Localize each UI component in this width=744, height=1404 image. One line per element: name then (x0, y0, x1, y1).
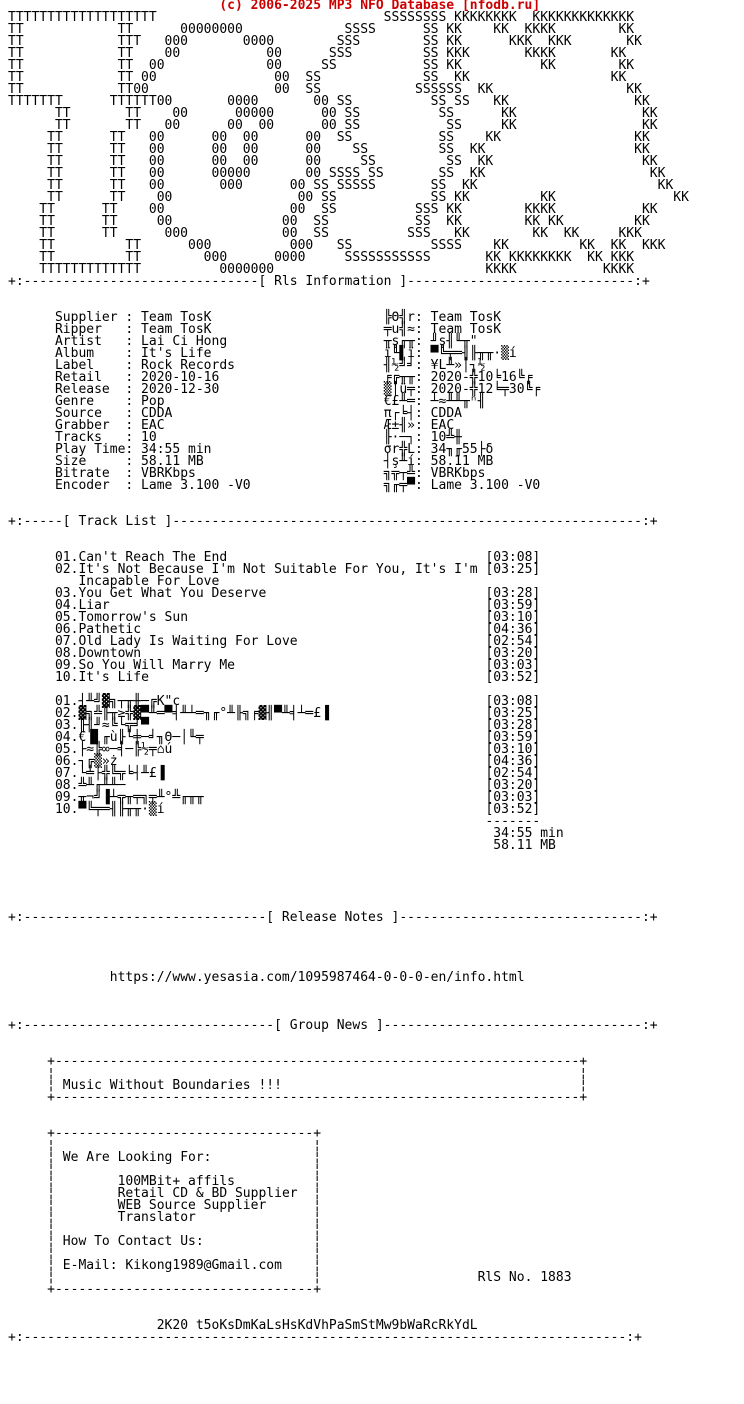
recruit-box-blank: ¦ ¦ (8, 1162, 322, 1177)
logo-art-row: TT TT 000 000 SS SSSS KK KK KK KKK (8, 238, 666, 253)
track-title: Tomorrow's Sun (78, 610, 486, 625)
nfo-text (8, 0, 689, 1344)
logo-art-row: TTTTTTTTTTTTT 0000000 KKKK KKKK (8, 262, 635, 277)
release-number: RlS No. 1883 (477, 1270, 572, 1285)
info-left: Source : CDDA (54, 406, 384, 421)
track-time: [02:54] (485, 634, 541, 649)
total-rule: ------- (485, 814, 541, 829)
track-title: ▀╚╤═╢╟╥╥·▒í (78, 802, 486, 817)
track-number: 04. (54, 730, 79, 745)
track-title: ╩╨╓╨╨─ (78, 778, 486, 793)
track-time: [03:03] (485, 658, 541, 673)
looking-item: Retail CD & BD Supplier (117, 1186, 314, 1201)
looking-item: WEB Source Supplier (117, 1198, 314, 1213)
logo-art-row: TT TT 00 00 SS SS KK KK (8, 70, 627, 85)
track-title: ├≈╠∞─╡─╠½╤⌂ú (78, 742, 486, 757)
info-left: Tracks : 10 (54, 430, 384, 445)
total-time: 34:55 min (493, 826, 564, 841)
recruit-box-bottom: +---------------------------------+ (8, 1282, 322, 1297)
info-left: Genre : Pop (54, 394, 384, 409)
logo-art-row: TT TT 00 00 00 00 SS SS KK KK (8, 130, 650, 145)
track-title: It's Not Because I'm Not Suitable For You, It's I'm (78, 562, 486, 577)
info-left: Grabber : EAC (54, 418, 384, 433)
logo-art-row: TT TT 00 00 00 00 SS SS KK KK (8, 118, 658, 133)
track-time: [03:08] (485, 694, 541, 709)
logo-art-row: TT TT 00 00000 00 SSSS SS SS KK KK (8, 166, 666, 181)
blank-line (8, 1032, 689, 1044)
recruit-box-blank: ¦ ¦ (8, 1138, 322, 1153)
signature: 2K20 t5oKsDmKaLsHsKdVhPaSmStMw9bWaRcRkYdL (156, 1318, 478, 1333)
track-title: Liar (78, 598, 486, 613)
contact-email: E-Mail: Kikong1989@Gmail.com (62, 1258, 314, 1273)
motto-box-blank: ¦ ¦ (8, 1066, 588, 1081)
track-number: 06. (54, 754, 79, 769)
track-number: 03. (54, 586, 79, 601)
logo-art-row: TT TT 00 00 SS SSS KK KKKK KK (8, 202, 658, 217)
track-time: [04:36] (485, 622, 541, 637)
email-row: ¦ E-Mail: Kikong1989@Gmail.com ¦ (8, 1258, 322, 1273)
motto-box-top: +-------------------------------------------------------------------+ (8, 1054, 588, 1069)
blank-line (8, 492, 689, 504)
total-size: 58.11 MB (493, 838, 556, 853)
logo-art-row: TT TT 00 00 SSS SS KKK KKKK KK (8, 46, 627, 61)
track-time: [03:20] (485, 778, 541, 793)
blank-line (8, 948, 689, 960)
logo-art-row: TT TT 00 000 00 SS SSSSS SS KK KK (8, 178, 674, 193)
track-time: [03:52] (485, 670, 541, 685)
looking-item: Translator (117, 1210, 314, 1225)
track-title-continued: Incapable For Love (78, 574, 220, 589)
info-left: Bitrate : VBRKbps (54, 466, 384, 481)
blank-line (8, 888, 689, 900)
track-number: 10. (54, 802, 79, 817)
track-number: 09. (54, 658, 79, 673)
track-number: 05. (54, 610, 79, 625)
info-right: ï╙▌ï: ▀╚╤═╢╟╥╥·▒í (383, 346, 517, 361)
info-left: Retail : 2020-10-16 (54, 370, 384, 385)
track-time: [03:20] (485, 646, 541, 661)
track-title: Old Lady Is Waiting For Love (78, 634, 486, 649)
track-number: 02. (54, 706, 79, 721)
logo-art-row: TT TT00 00 SS SSSSSS KK KK (8, 82, 642, 97)
group-motto: Music Without Boundaries !!! (62, 1078, 580, 1093)
info-row (8, 480, 689, 492)
blank-line (8, 936, 689, 948)
logo-art-row: TT TT 000 00 SS SSS KK KK KK KKK (8, 226, 642, 241)
info-left: Release : 2020-12-30 (54, 382, 384, 397)
track-time: [03:25] (485, 706, 541, 721)
section-group-news: +:--------------------------------[ Group News ]---------------------------------:+ (8, 1018, 658, 1033)
track-title: It's Life (78, 670, 486, 685)
track-time: [03:03] (485, 790, 541, 805)
total-size-row (8, 840, 689, 852)
info-left: Size : 58.11 MB (54, 454, 384, 469)
recruit-item-row: ¦ WEB Source Supplier ¦ (8, 1198, 322, 1213)
blank-line (8, 852, 689, 864)
info-right: ╥ş╓╥: ╜ş╢╙╥" (383, 334, 478, 349)
rls-no-row: ¦ ¦ RlS No. 1883 (8, 1270, 572, 1285)
info-right: ╠Θ╣r: Team TosK (383, 310, 502, 325)
info-right: ┤ş╨í: 58.11 MB (383, 454, 494, 469)
logo-art-row: TT TTT 000 0000 SSS SS KK KKK KKK KK (8, 34, 642, 49)
blank-line (8, 876, 689, 888)
info-right: ╒╔╥╥: 2020-╬10╘16╚╒ (383, 370, 533, 385)
recruit-item-row: ¦ 100MBit+ affils ¦ (8, 1174, 322, 1189)
track-title: Downtown (78, 646, 486, 661)
recruit-box-blank: ¦ ¦ (8, 1246, 322, 1261)
track-time: [03:52] (485, 802, 541, 817)
logo-art-row: TT TT 00 00 SS SS KK KK KK KK (8, 214, 650, 229)
track-number: 07. (54, 766, 79, 781)
track-time: [03:08] (485, 550, 541, 565)
track-number: 01. (54, 550, 79, 565)
notes-url-row (8, 972, 689, 984)
track-time: [03:59] (485, 598, 541, 613)
blank-line (8, 528, 689, 540)
logo-art-row: TTTTTTTTTTTTTTTTTTT SSSSSSSS KKKKKKKK KKKKKKKKKKKKK (8, 10, 635, 25)
track-number: 10. (54, 670, 79, 685)
info-right: ╢½╝╛: ¥L╨»│┐½ (383, 358, 486, 373)
track-number: 08. (54, 646, 79, 661)
looking-item: 100MBit+ affils (117, 1174, 314, 1189)
logo-art-row: TT TT 00000000 SSSS SS KK KK KKKK KK (8, 22, 635, 37)
track-number: 09. (54, 790, 79, 805)
track-number: 02. (54, 562, 79, 577)
blank-line (8, 1104, 689, 1116)
track-title: Pathetic (78, 622, 486, 637)
track-title: └╧├╬╚╦╘┤╨£▐ (78, 766, 486, 781)
logo-art-row: TT TT 00 00000 00 SS SS KK KK (8, 106, 658, 121)
motto-box-bottom: +-------------------------------------------------------------------+ (8, 1090, 588, 1105)
info-left: Encoder : Lame 3.100 -V0 (54, 478, 384, 493)
track-title: ┐╔▒»ż (78, 754, 486, 769)
section-rls-information: +:------------------------------[ Rls Information ]-----------------------------:+ (8, 274, 650, 289)
track-number: 03. (54, 718, 79, 733)
info-right: ╗╓╤▀: Lame 3.100 -V0 (383, 478, 541, 493)
track-title: So You Will Marry Me (78, 658, 486, 673)
blank-line (8, 984, 689, 996)
recruit-box-top: +---------------------------------+ (8, 1126, 322, 1141)
logo-art-row: TT TT 00 00 SS SS KK KK KK (8, 190, 689, 205)
blank-line (8, 288, 689, 300)
track-time: [04:36] (485, 754, 541, 769)
info-left: Label : Rock Records (54, 358, 384, 373)
recruit-item-row: ¦ Retail CD & BD Supplier ¦ (8, 1186, 322, 1201)
track-number: 08. (54, 778, 79, 793)
track-time: [02:54] (485, 766, 541, 781)
info-right: π┌╘┤: CDDA (383, 406, 462, 421)
logo-art-row: TT TT 00 00 00 00 SS SS KK KK (8, 154, 658, 169)
logo-art-row: TT TT 00 00 00 00 SS SS KK KK (8, 142, 650, 157)
track-title: ╥¬╝▐┴╦╥╤╗╤╨°╩╓╥╥ (78, 790, 486, 805)
info-left: Ripper : Team TosK (54, 322, 384, 337)
track-time: [03:59] (485, 730, 541, 745)
track-title: ┤╨╝▓╗┬╥╫─╔K"c (78, 694, 486, 709)
track-number: 07. (54, 634, 79, 649)
info-right: Æ±╢»: EAC (383, 418, 455, 433)
info-left: Play Time: 34:55 min (54, 442, 384, 457)
track-number: 06. (54, 622, 79, 637)
contact-title: How To Contact Us: (62, 1234, 314, 1249)
info-right: ╗╦┬╩: VBRKbps (383, 466, 486, 481)
recruit-item-row: ¦ Translator ¦ (8, 1210, 322, 1225)
track-time: [03:10] (485, 742, 541, 757)
section-release-notes: +:-------------------------------[ Release Notes ]-------------------------------:+ (8, 910, 658, 925)
recruit-title-row: ¦ We Are Looking For: ¦ (8, 1150, 322, 1165)
track-number: 01. (54, 694, 79, 709)
info-right: ▒│ü╤: 2020-╬12╘╤30╚╒ (383, 382, 541, 397)
logo-art-row: TTTTTTT TTTTTT00 0000 00 SS SS SS KK KK (8, 94, 650, 109)
header-copyright: (c) 2006-2025 MP3 NFO Database [nfodb.ru] (8, 0, 541, 13)
track-title: ╟╢╜≈╚└╦╛▀ (78, 718, 486, 733)
contact-title-row: ¦ How To Contact Us: ¦ (8, 1234, 322, 1249)
track-row (8, 672, 689, 684)
blank-line (8, 864, 689, 876)
track-time: [03:28] (485, 718, 541, 733)
info-right: ╤u╣≈: Team TosK (383, 322, 502, 337)
track-title: ▓╗╩╟╥≥╬▓▀╨═▀╡╨┴═╖╓°╨╟╗╒▓╢▀╨╡┴═£▐ (78, 706, 486, 721)
track-time: [03:28] (485, 586, 541, 601)
track-title: Can't Reach The End (78, 550, 486, 565)
track-time: [03:10] (485, 610, 541, 625)
blank-line (8, 924, 689, 936)
looking-title: We Are Looking For: (62, 1150, 314, 1165)
recruit-box-blank: ¦ ¦ (8, 1222, 322, 1237)
release-url: https://www.yesasia.com/1095987464-0-0-0-en/info.html (109, 970, 525, 985)
info-right: €£╨═: ┴≈╨╨╥ⁿ╢ (383, 394, 486, 409)
logo-art-row: TT TT 00 00 SS SS KK KK KK (8, 58, 635, 73)
info-left: Artist : Lai Ci Hong (54, 334, 384, 349)
track-number: 05. (54, 742, 79, 757)
track-number: 04. (54, 598, 79, 613)
track-time: [03:25] (485, 562, 541, 577)
motto-row: ¦ Music Without Boundaries !!! ¦ (8, 1078, 588, 1093)
blank-line (8, 996, 689, 1008)
section-track-list: +:-----[ Track List ]------------------------------------------------------------:+ (8, 514, 658, 529)
logo-art-row: TT TT 000 0000 SSSSSSSSSSS KK KKKKKKKK KK KKK (8, 250, 635, 265)
blank-line (8, 1296, 689, 1308)
info-right: σr╬L: 34╖╓55├δ (383, 442, 494, 457)
track-title: You Get What You Deserve (78, 586, 486, 601)
info-left: Supplier : Team TosK (54, 310, 384, 325)
footer-rule: +:-----------------------------------------------------------------------------:+ (8, 1330, 642, 1345)
info-right: ╟·─┐: 10╩╫ (383, 430, 462, 445)
track-title: €▐▌╓ù╟└╪─╛╖Θ─│╙╤ (78, 730, 486, 745)
info-left: Album : It's Life (54, 346, 384, 361)
